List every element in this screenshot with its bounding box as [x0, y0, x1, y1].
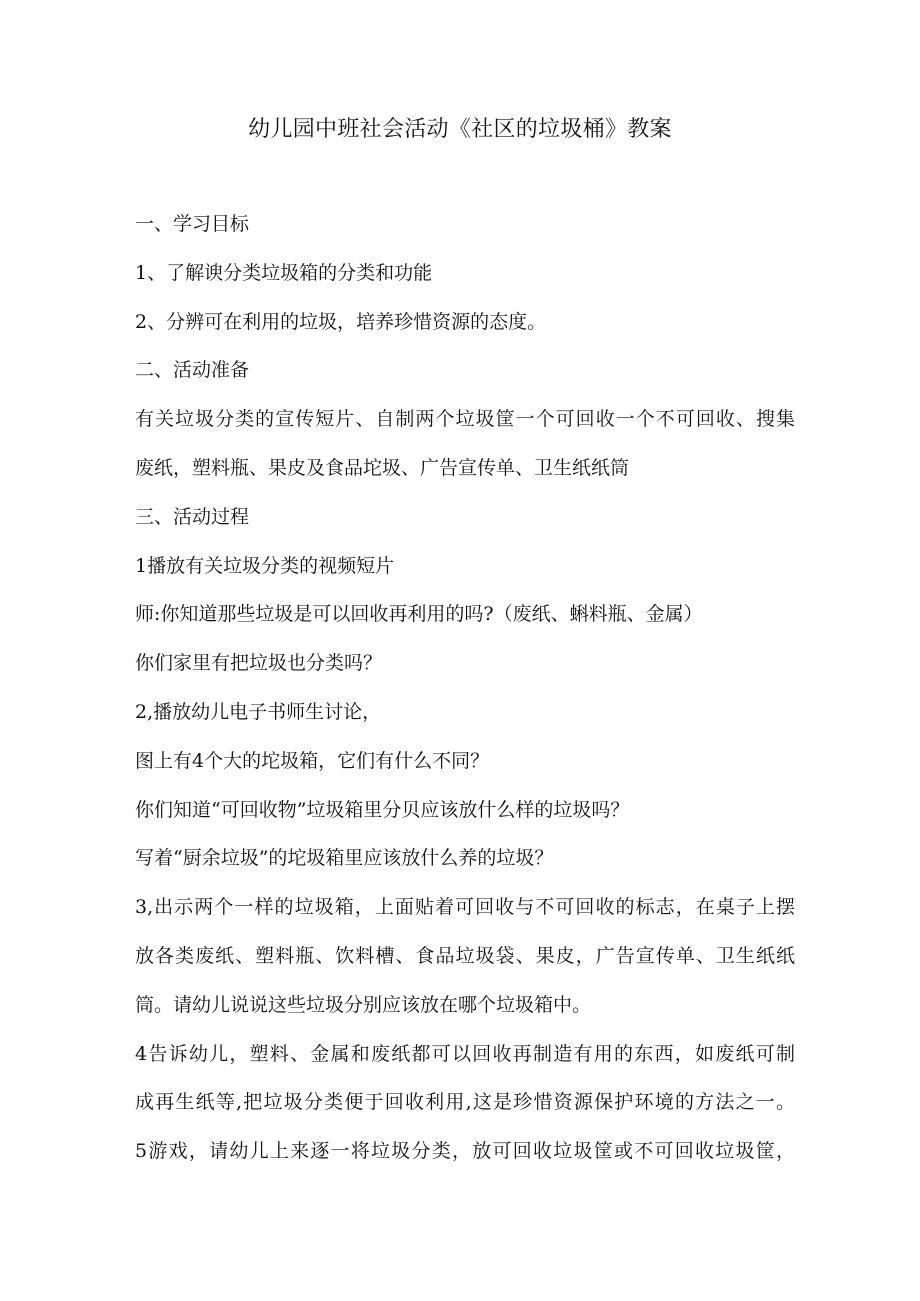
process-step-3: 3,出示两个一样的垃圾箱，上面贴着可回收与不可回收的标志，在桌子上摆 [135, 896, 795, 919]
process-step-1: 1播放有关垃圾分类的视频短片 [135, 554, 395, 577]
paragraph-line: 成再生纸等,把垃圾分类便于回收利用,这是珍惜资源保护环境的方法之一。 [135, 1091, 795, 1114]
paragraph-line: 废纸，塑料瓶、果皮及食品坨圾、广告宣传单、卫生纸纸筒 [135, 456, 630, 479]
paragraph-line: 你们知道“可回收物”垃圾箱里分贝应该放什么样的垃圾吗？ [135, 798, 630, 821]
process-step-4: 4告诉幼儿，塑料、金属和废纸都可以回收再制造有用的东西，如废纸可制 [135, 1042, 795, 1065]
paragraph-line: 图上有4个大的坨圾箱，它们有什么不同？ [135, 749, 490, 772]
paragraph-line: 有关垃圾分类的宣传短片、自制两个垃圾筐一个可回收一个不可回收、搜集 [135, 408, 795, 431]
section-heading-goals: 一、学习目标 [135, 213, 250, 235]
goal-item-2: 2、分辨可在利用的垃圾，培养珍惜资源的态度。 [135, 310, 547, 333]
paragraph-line: 放各类废纸、塑料瓶、饮料槽、食品垃圾袋、果皮，广告宣传单、卫生纸纸 [135, 944, 795, 967]
paragraph-line: 写着“厨余垃圾”的坨圾箱里应该放什么养的垃圾？ [135, 847, 554, 870]
section-heading-process: 三、活动过程 [135, 505, 250, 528]
goal-item-1: 1、了解谀分类垃圾箱的分类和功能 [135, 261, 433, 284]
document-body [135, 206, 795, 1182]
paragraph-line: 你们家里有把垃圾也分类吗？ [135, 652, 383, 675]
document-title: 幼儿园中班社会活动《社区的垃圾桶》教案 [248, 117, 672, 142]
process-step-2: 2,播放幼儿电子书师生讨论， [135, 700, 382, 723]
section-heading-preparation: 二、活动准备 [135, 359, 250, 382]
paragraph-line: 筒。请幼儿说说这些垃圾分别应该放在哪个垃圾箱中。 [135, 993, 592, 1016]
paragraph-line: 师:你知道那些垃圾是可以回收再利用的吗?（废纸、蝌料瓶、金属） [135, 603, 703, 626]
process-step-5: 5游戏，请幼儿上来逐一将垃圾分类，放可回收垃圾筐或不可回收垃圾筐， [135, 1140, 795, 1163]
